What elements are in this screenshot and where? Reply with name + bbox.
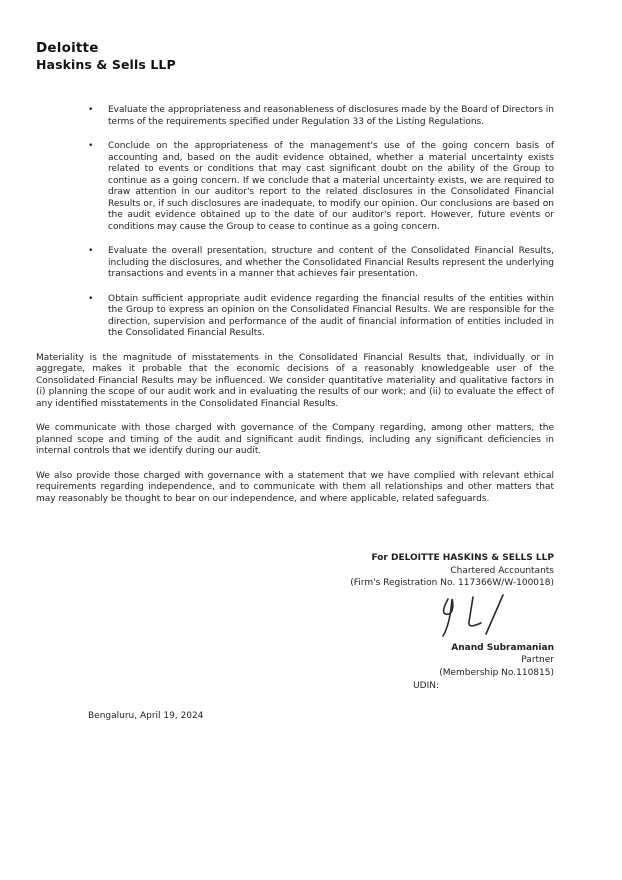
bullet-item [88, 246, 554, 281]
place-date: Bengaluru, April 19, 2024 [88, 710, 204, 721]
bullet-item [88, 141, 554, 233]
logo-line2: Haskins & Sells LLP [36, 57, 176, 72]
bullet-item [88, 105, 554, 128]
firm-registration-number: (Firm's Registration No. 117366W/W-100018) [350, 578, 554, 588]
signatory-role: Partner [521, 655, 554, 665]
logo-line1: Deloitte [36, 40, 99, 56]
bullet-icon: • [88, 141, 94, 151]
bullet-icon: • [88, 293, 94, 304]
bullet-icon: • [88, 246, 94, 256]
signature-block [36, 552, 554, 693]
signatory-designation: Chartered Accountants [450, 565, 554, 576]
bullet-text-going-concern: Conclude on the appropriateness of the management's use of the going concern basis of accounting and, based on the audit evidence obtained, whether a material uncertainty exists related to events or conditions that may cast significant doubt on the ability of the Group to continue as a going concern. If we conclude that a material uncertainty exists, we are required to draw attention in our auditor's report to the related disclosures in the Consolidated Financial Results or, if such disclosures are inadequate, to modify our opinion. Our conclusions are based on the audit evidence obtained up to the date of our auditor's report. However, future events or conditions may cause the Group to cease to continue as a going concern. [108, 141, 554, 232]
bullet-list [36, 105, 554, 340]
membership-number: (Membership No.110815) [439, 667, 554, 678]
bullet-item [88, 294, 554, 340]
bullet-text-disclosures: Evaluate the appropriateness and reasonableness of disclosures made by the Board of Directors in terms of the requirements specified under Regulation 33 of the Listing Regulations. [108, 105, 554, 127]
udin-label: UDIN: [413, 681, 439, 691]
signatory-firm: For DELOITTE HASKINS & SELLS LLP [371, 553, 554, 563]
paragraph-communicate: We communicate with those charged with governance of the Company regarding, among other matters, the planned scope and timing of the audit and significant audit findings, including any significant deficiencies in internal controls that we identify during our audit. [36, 423, 554, 456]
bullet-text-audit-evidence: Obtain sufficient appropriate audit evidence regarding the financial results of the entities within the Group to express an opinion on the Consolidated Financial Results. We are responsible for the direction, supervision and performance of the audit of financial information of entities included in the Consolidated Financial Results. [108, 293, 554, 338]
signatory-name: Anand Subramanian [451, 642, 554, 653]
bullet-text-presentation: Evaluate the overall presentation, structure and content of the Consolidated Financial Results, including the disclosures, and whether the Consolidated Financial Results represent the underlying transactions and events in a manner that achieves fair presentation. [108, 246, 554, 279]
deloitte-logo [36, 40, 554, 72]
bullet-icon: • [88, 105, 94, 115]
paragraph-independence: We also provide those charged with governance with a statement that we have complied with relevant ethical requirements regarding independence, and to communicate with them all relationships and other matters that may reasonably be thought to bear on our independence, and where applicable, related safeguards. [36, 470, 554, 504]
handwritten-signature-image [36, 592, 512, 640]
paragraph-materiality: Materiality is the magnitude of misstatements in the Consolidated Financial Results that, individually or in aggregate, makes it probable that the economic decisions of a reasonably knowledgeable user of the Consolidated Financial Results may be influenced. We consider quantitative materiality and qualitative factors in (i) planning the scope of our audit work and in evaluating the results of our work; and (ii) to evaluate the effect of any identified misstatements in the Consolidated Financial Results. [36, 352, 554, 409]
